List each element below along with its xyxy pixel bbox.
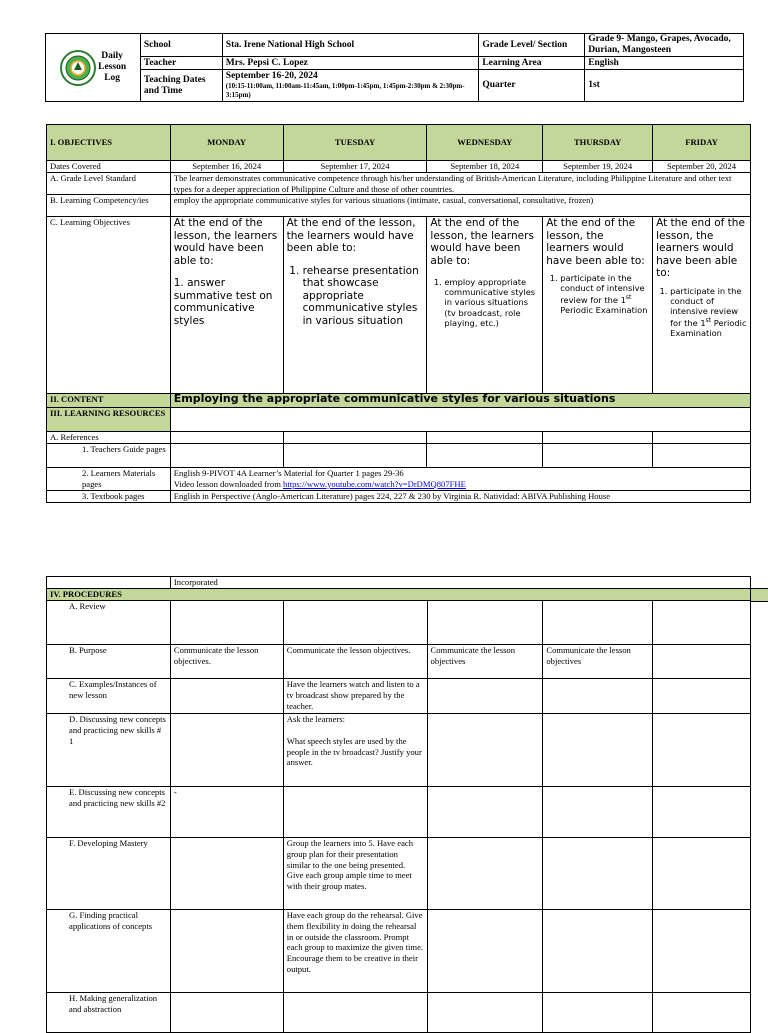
- lo-friday-item: 1. participate in the conduct of intensive review for the 1st Periodic Examination: [670, 286, 747, 339]
- purpose-label: B. Purpose: [47, 645, 171, 679]
- content-text: Employing the appropriate communicative styles for various situations: [170, 394, 750, 408]
- youtube-video-link[interactable]: https://www.youtube.com/watch?v=DrDMQ807FHE: [283, 478, 466, 489]
- quarter-label: Quarter: [479, 70, 585, 102]
- content-row: [47, 394, 751, 408]
- lo-friday: At the end of the lesson, the learners would have been able to: 1. participate in the conduct of intensive review for the 1st Periodic Examination: [653, 217, 751, 394]
- day-thursday: THURSDAY: [543, 125, 653, 161]
- objectives-header-row: [47, 125, 751, 161]
- lo-wednesday-item: 1. employ appropriate communicative styles in various situations (tv broadcast, role playing, etc.): [444, 277, 539, 328]
- competency-row: [47, 195, 751, 217]
- date-thursday: September 19, 2024: [543, 161, 653, 173]
- grade-value: Grade 9- Mango, Grapes, Avocado, Durian, Mangosteen: [585, 34, 744, 57]
- lo-thursday: At the end of the lesson, the learners would have been able to: 1. participate in the conduct of intensive review for the 1st Periodic Examination: [543, 217, 653, 394]
- lo-wednesday: At the end of the lesson, the learners would have been able to: 1. employ appropriate communicative styles in various situations (tv broadcast, role playing, etc.): [427, 217, 543, 394]
- learning-area-label: Learning Area: [479, 57, 585, 70]
- teachers-guide-row: [47, 444, 751, 468]
- procedures-heading: IV. PROCEDURES: [47, 589, 751, 601]
- practical-tuesday: Have each group do the rehearsal. Give them flexibility in doing the rehearsal in or outside the classroom. Prompt each group to maximize the given time. Encourage them to be creative in their output.: [283, 910, 427, 993]
- lo-tuesday: At the end of the lesson, the learners would have been able to: 1. rehearse presentation that showcase appropriate communicative styles in various situation: [283, 217, 427, 394]
- mastery-tuesday: Group the learners into 5. Have each group plan for their presentation similar to the one being presented. Give each group ample time to meet with their group mates.: [283, 838, 427, 910]
- daily-lesson-log-title: Daily Lesson Log: [98, 51, 127, 83]
- purpose-row: [47, 645, 751, 679]
- teacher-label: Teacher: [140, 57, 222, 70]
- date-tuesday: September 17, 2024: [283, 161, 427, 173]
- learners-materials-label: 2. Learners Materials pages: [47, 468, 171, 491]
- learners-materials-row: [47, 468, 751, 491]
- resources-heading: III. LEARNING RESOURCES: [47, 408, 171, 432]
- competency-label: B. Learning Competency/ies: [47, 195, 171, 217]
- content-heading: II. CONTENT: [47, 394, 171, 408]
- dates-label: Dates Covered: [47, 161, 171, 173]
- generalization-row: [47, 993, 751, 1033]
- date-friday: September 20, 2024: [653, 161, 751, 173]
- teaching-dates-label: Teaching Dates and Time: [140, 70, 222, 102]
- learning-objectives-label: C. Learning Objectives: [47, 217, 171, 394]
- textbook-row: [47, 491, 751, 503]
- procedures-header-row: [47, 589, 751, 601]
- header-table: [45, 33, 744, 102]
- examples-row: [47, 679, 751, 714]
- teacher-value: Mrs. Pepsi C. Lopez: [222, 57, 479, 70]
- references-label: A. References: [47, 432, 171, 444]
- review-row: [47, 601, 751, 645]
- grade-label: Grade Level/ Section: [479, 34, 585, 57]
- objectives-heading: I. OBJECTIVES: [47, 125, 171, 161]
- incorporated-text: Incorporated: [170, 577, 750, 589]
- lo-monday-item: 1. answer summative test on communicative styles: [173, 277, 273, 327]
- objectives-table: [46, 124, 751, 503]
- references-row: [47, 432, 751, 444]
- discuss1-row: [47, 714, 751, 787]
- lo-tuesday-item: 1. rehearse presentation that showcase appropriate communicative styles in various situation: [303, 265, 424, 328]
- day-tuesday: TUESDAY: [283, 125, 427, 161]
- day-wednesday: WEDNESDAY: [427, 125, 543, 161]
- mastery-row: [47, 838, 751, 910]
- quarter-value: 1st: [585, 70, 744, 102]
- incorporated-row: [47, 577, 751, 589]
- purpose-wednesday: Communicate the lesson objectives: [427, 645, 543, 679]
- day-monday: MONDAY: [170, 125, 283, 161]
- teaching-dates-value: September 16-20, 2024 (10:15-11:00am, 11:00am-11:45am, 1:00pm-1:45pm, 1:45pm-2:30pm & 2:30pm-3:15pm): [222, 70, 479, 102]
- competency-text: employ the appropriate communicative styles for various situations (intimate, casual, conversational, consultative, frozen): [170, 195, 750, 217]
- generalization-label: H. Making generalization and abstraction: [47, 993, 171, 1033]
- textbook-label: 3. Textbook pages: [47, 491, 171, 503]
- date-monday: September 16, 2024: [170, 161, 283, 173]
- lo-thursday-item: 1. participate in the conduct of intensive review for the 1st Periodic Examination: [560, 273, 649, 316]
- date-wednesday: September 18, 2024: [427, 161, 543, 173]
- teachers-guide-label: 1. Teachers Guide pages: [47, 444, 171, 468]
- school-label: School: [140, 34, 222, 57]
- standard-row: [47, 173, 751, 195]
- school-value: Sta. Irene National High School: [222, 34, 479, 57]
- logo-cell: [46, 34, 141, 102]
- learning-area-value: English: [585, 57, 744, 70]
- review-label: A. Review: [47, 601, 171, 645]
- procedures-table: [46, 576, 751, 1033]
- school-seal-logo: [60, 50, 96, 86]
- discuss2-monday: -: [170, 787, 283, 838]
- teaching-times: (10:15-11:00am, 11:00am-11:45am, 1:00pm-1:45pm, 1:45pm-2:30pm & 2:30pm-3:15pm): [225, 82, 465, 99]
- lo-monday: At the end of the lesson, the learners would have been able to: 1. answer summative test on communicative styles: [170, 217, 283, 394]
- standard-label: A. Grade Level Standard: [47, 173, 171, 195]
- practical-row: [47, 910, 751, 993]
- mastery-label: F. Developing Mastery: [47, 838, 171, 910]
- discuss1-label: D. Discussing new concepts and practicing new skills # 1: [47, 714, 171, 787]
- discuss2-label: E. Discussing new concepts and practicing new skills #2: [47, 787, 171, 838]
- textbook-text: English in Perspective (Anglo-American Literature) pages 224, 227 & 230 by Virginia R. Natividad: ABIVA Publishing House: [170, 491, 750, 503]
- procedures-bar-overflow: [751, 588, 768, 602]
- examples-label: C. Examples/Instances of new lesson: [47, 679, 171, 714]
- standard-text: The learner demonstrates communicative competence through his/her understanding of British-American Literature, including Philippine Literature and other text types for a deeper appreciation of Philippine Culture and those of other countries.: [170, 173, 750, 195]
- learners-materials-text: English 9-PIVOT 4A Learner’s Material for Quarter 1 pages 29-36 Video lesson downloaded from https://www.youtube.com/watch?v=DrDMQ807FHE: [170, 468, 750, 491]
- practical-label: G. Finding practical applications of concepts: [47, 910, 171, 993]
- discuss2-row: [47, 787, 751, 838]
- learning-objectives-row: [47, 217, 751, 394]
- day-friday: FRIDAY: [653, 125, 751, 161]
- discuss1-tuesday: Ask the learners: What speech styles are used by the people in the tv broadcast? Justify your answer.: [283, 714, 427, 787]
- dates-row: [47, 161, 751, 173]
- purpose-monday: Communicate the lesson objectives.: [170, 645, 283, 679]
- purpose-tuesday: Communicate the lesson objectives.: [283, 645, 427, 679]
- resources-row: [47, 408, 751, 432]
- examples-tuesday: Have the learners watch and listen to a tv broadcast show prepared by the teacher.: [283, 679, 427, 714]
- purpose-thursday: Communicate the lesson objectives: [543, 645, 653, 679]
